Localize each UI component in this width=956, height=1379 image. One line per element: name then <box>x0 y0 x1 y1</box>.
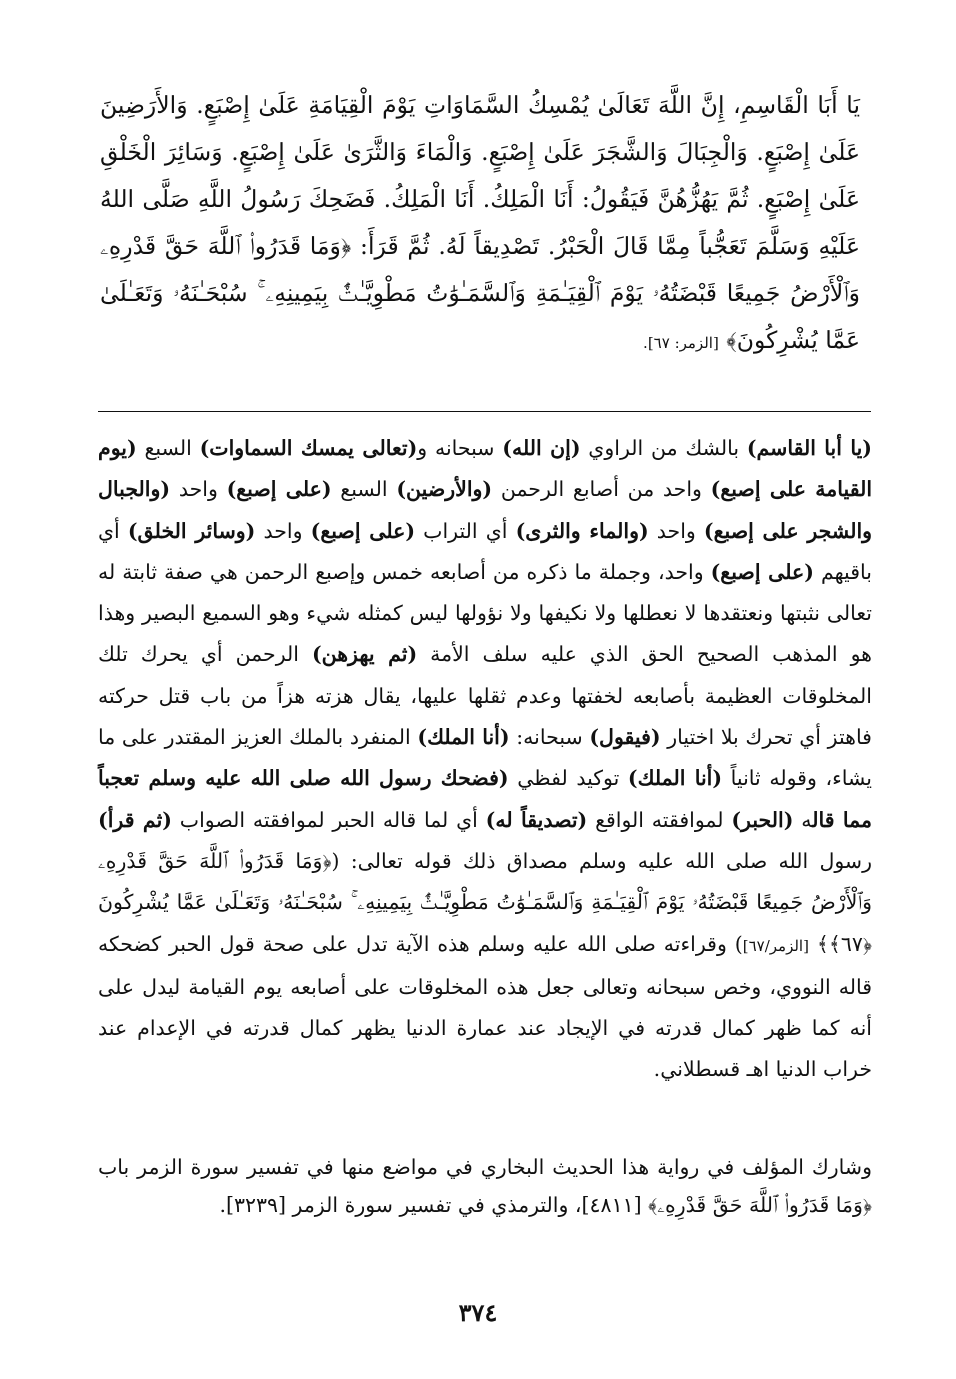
explanation: سبحانه: <box>509 725 590 750</box>
quoted-phrase: (فيقول) <box>589 725 661 750</box>
quoted-phrase: (ثم قرأ) <box>98 807 172 832</box>
note-text: [٤٨١١]، والترمذي في تفسير سورة الزمر [٣٢٣٩]. <box>219 1193 649 1217</box>
quoted-phrase: (تعالى يمسك السماوات) <box>199 436 418 460</box>
footnote-divider <box>98 411 871 412</box>
explanation: واحد <box>170 477 227 502</box>
explanation: سبحانه و <box>417 436 503 460</box>
explanation: الرحمن أي يحرك تلك المخلوقات العظيمة بأصابعه لخفتها وعدم ثقلها عليها، يقال هزته هزاً من باب قتل حركته فاهتز أي تحرك بلا اختيار <box>98 642 872 750</box>
verse-reference: [الزمر/٦٧] <box>742 936 809 955</box>
quoted-phrase: (والأرضين) <box>396 477 493 502</box>
note-text: وشارك المؤلف في رواية هذا الحديث البخاري في مواضع منها في تفسير سورة الزمر باب <box>98 1155 872 1179</box>
explanation: بالشك من الراوي <box>580 436 747 460</box>
explanation: المنفرد بالملك العزيز المقتدر على ما يشاء، وقوله ثانياً <box>98 725 872 791</box>
quoted-phrase: (على إصبع) <box>310 518 416 543</box>
quoted-phrase: (تصديقاً له) <box>485 807 588 832</box>
quoted-phrase: (على إصبع) <box>710 559 814 584</box>
explanation: رسول الله صلى الله عليه وسلم مصداق ذلك قوله تعالى: ( <box>331 848 872 873</box>
quran-verse: ﴿وَمَا قَدَرُوا۟ ٱللَّهَ حَقَّ قَدْرِهِۦ وَٱلْأَرْضُ جَمِيعًا قَبْضَتُهُۥ يَوْمَ ٱلْقِيَـٰمَةِ وَٱلسَّمَـٰوَٰتُ مَطْوِيَّـٰتٌۢ بِيَمِينِهِۦ ۚ سُبْحَـٰنَهُۥ وَتَعَـٰلَىٰ عَمَّا يُشْرِكُونَ﴾ <box>100 232 860 354</box>
quoted-phrase: (أنا الملك) <box>627 766 723 791</box>
commentary <box>98 428 872 1091</box>
explanation: السبع <box>331 477 397 502</box>
quoted-phrase: (على إصبع) <box>226 477 332 502</box>
quoted-phrase: (ثم يهزهن) <box>311 642 418 667</box>
explanation: لموافقته الواقع <box>587 807 732 832</box>
quoted-phrase: (والجبال والشجر على إصبع) <box>98 477 873 543</box>
quran-verse: ﴿وَمَا قَدَرُوا۟ ٱللَّهَ حَقَّ قَدْرِهِۦ وَٱلْأَرْضُ جَمِيعًا قَبْضَتُهُۥ يَوْمَ ٱلْقِيَـٰمَةِ وَٱلسَّمَـٰوَٰتُ مَطْوِيَّـٰتٌۢ بِيَمِينِهِۦ ۚ سُبْحَـٰنَهُۥ وَتَعَـٰلَىٰ عَمَّا يُشْرِكُونَ ﴿٦٧﴾﴾ <box>98 848 872 956</box>
explanation: أي التراب <box>415 518 516 543</box>
explanation: توكيد لفظي <box>508 766 628 791</box>
quoted-phrase: (الحبر) <box>731 807 794 832</box>
explanation: أي لما قاله الحبر لموافقته الصواب <box>171 807 486 832</box>
explanation: السبع <box>136 436 200 460</box>
hadith-body: يَا أَبَا الْقَاسِمِ، إِنَّ اللَّهَ تَعَالَىٰ يُمْسِكُ السَّمَاوَاتِ يَوْمَ الْقِيَامَةِ عَلَىٰ إِصْبَعٍ. وَالأَرَضِينَ عَلَىٰ إِصْبَعٍ. وَالْجِبَالَ وَالشَّجَرَ عَلَىٰ إِصْبَعٍ. وَالْمَاءَ وَالثَّرَىٰ عَلَىٰ إِصْبَعٍ. وَسَائِرَ الْخَلْقِ عَلَىٰ إِصْبَعٍ. ثُمَّ يَهُزُّهُنَّ فَيَقُولُ: أَنَا الْمَلِكُ. أَنَا الْمَلِكُ. فَضَحِكَ رَسُولُ اللَّهِ صَلَّى اللهُ عَلَيْهِ وَسَلَّمَ تَعَجُّباً مِمَّا قَالَ الْحَبْرُ. تَصْدِيقاً لَهُ. ثُمَّ قَرَأَ: <box>100 91 860 260</box>
explanation: واحد <box>648 518 704 543</box>
quoted-phrase: (إن الله) <box>502 436 581 460</box>
verse-reference: [الزمر: ٦٧]. <box>643 334 719 352</box>
explanation: أي باقيهم <box>98 518 872 584</box>
hadith-text <box>100 82 860 367</box>
explanation: واحد من أصابع الرحمن <box>492 477 711 502</box>
quoted-phrase: (يوم القيامة على إصبع) <box>98 436 873 502</box>
quoted-phrase: (فضحك رسول الله صلى الله عليه وسلم تعجباً مما قال <box>98 766 872 832</box>
explanation: واحد، وجملة ما ذكره من أصابعه خمس وإصبع الرحمن هي صفة ثابتة له تعالى نثبتها ونعتقدها لا نعطلها ولا نكيفها ولا نؤولها ليس كمثله شيء وهو السميع البصير وهذا هو المذهب الصحيح الحق الذي عليه سلف الأمة <box>98 559 872 667</box>
quran-verse: ﴿وَمَا قَدَرُوا۟ ٱللَّهَ حَقَّ قَدْرِهِۦ﴾ <box>648 1193 872 1217</box>
takhrij-note <box>98 1148 872 1224</box>
quoted-phrase: (يا أبا القاسم) <box>746 436 872 460</box>
quoted-phrase: (والماء والثرى) <box>515 518 649 543</box>
explanation: واحد <box>255 518 311 543</box>
explanation: ) وقراءته صلى الله عليه وسلم هذه الآية تدل على صحة قول الحبر كضحكه قاله النووي، وخص سبحانه وتعالى جعل هذه المخلوقات على أصابعه يوم القيامة ليدل على أنه كما ظهر كمال قدرته في الإيجاد عند عمارة الدنيا يظهر كمال قدرته في الإعدام عند خراب الدنيا اهـ قسطلاني. <box>98 931 872 1082</box>
page-number: ٣٧٤ <box>458 1298 498 1327</box>
explanation: ه <box>793 807 813 832</box>
quoted-phrase: (وسائر الخلق) <box>127 518 256 543</box>
quoted-phrase: (أنا الملك) <box>417 725 510 750</box>
